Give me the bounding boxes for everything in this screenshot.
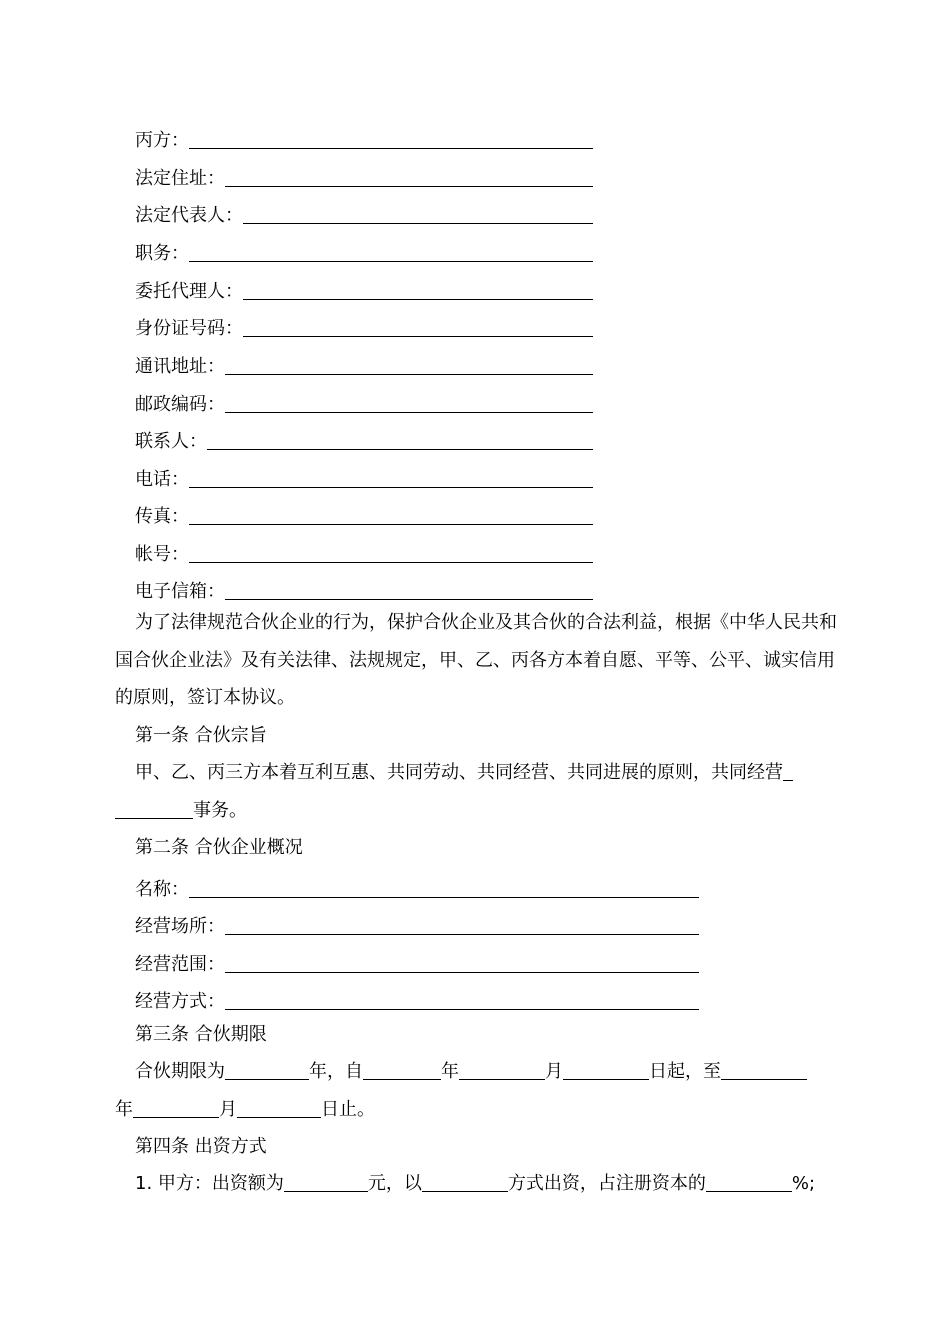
field-input-line[interactable] (207, 449, 593, 450)
field-input-line[interactable] (243, 336, 593, 337)
blank-field[interactable] (115, 800, 193, 819)
article-4-item-1 (135, 1173, 837, 1195)
term-text: 月 (219, 1099, 237, 1120)
start-month-blank[interactable] (459, 1061, 545, 1080)
term-text: 年，自 (309, 1061, 363, 1082)
field-label: 电子信箱： (135, 581, 225, 602)
field-label: 法定住址： (135, 168, 225, 189)
end-day-blank[interactable] (237, 1099, 321, 1118)
article-1-title: 第一条 合伙宗旨 (135, 725, 267, 746)
term-text: 月 (545, 1061, 563, 1082)
field-input-line[interactable] (243, 299, 593, 300)
party-c-field-row (135, 201, 593, 227)
field-input-line[interactable] (225, 186, 593, 187)
enterprise-field-row (135, 950, 699, 976)
party-c-field-row (135, 390, 593, 416)
party-c-field-row (135, 577, 593, 603)
field-input-line[interactable] (243, 223, 593, 224)
field-input-line[interactable] (189, 487, 593, 488)
term-text: 年 (115, 1099, 133, 1120)
field-label: 经营场所： (135, 916, 225, 937)
contribution-text: %; (791, 1173, 816, 1194)
term-years-blank[interactable] (225, 1061, 309, 1080)
field-input-line[interactable] (225, 1009, 699, 1010)
field-label: 邮政编码： (135, 394, 225, 415)
party-c-field-row (135, 277, 593, 303)
contribution-text: 1. 甲方：出资额为 (135, 1173, 284, 1194)
field-label: 名称： (135, 879, 189, 900)
field-input-line[interactable] (189, 897, 699, 898)
field-input-line[interactable] (225, 412, 593, 413)
article-1-text-b: 事务。 (193, 799, 247, 821)
article-3-line-2 (115, 1099, 837, 1121)
article-3-title: 第三条 合伙期限 (135, 1024, 267, 1045)
end-year-blank[interactable] (721, 1061, 807, 1080)
term-text: 日起，至 (649, 1061, 721, 1082)
article-1-paragraph (115, 754, 837, 829)
field-label: 身份证号码： (135, 318, 243, 339)
start-day-blank[interactable] (563, 1061, 649, 1080)
field-input-line[interactable] (189, 261, 593, 262)
blank-field[interactable] (783, 762, 793, 781)
start-year-blank[interactable] (363, 1061, 441, 1080)
end-month-blank[interactable] (133, 1099, 219, 1118)
enterprise-field-row (135, 875, 699, 901)
field-label: 委托代理人： (135, 281, 243, 302)
field-input-line[interactable] (189, 148, 593, 149)
field-input-line[interactable] (225, 972, 699, 973)
party-c-field-row (135, 540, 593, 566)
party-c-field-row (135, 502, 593, 528)
contribution-amount-blank[interactable] (284, 1173, 368, 1192)
enterprise-field-row (135, 912, 699, 938)
field-label: 通讯地址： (135, 356, 225, 377)
field-label: 帐号： (135, 544, 189, 565)
article-2-title: 第二条 合伙企业概况 (135, 837, 303, 858)
term-text: 日止。 (321, 1099, 375, 1120)
field-input-line[interactable] (225, 934, 699, 935)
article-3-line-1 (115, 1061, 837, 1083)
preamble-paragraph (115, 604, 837, 717)
preamble-text: 为了法律规范合伙企业的行为，保护合伙企业及其合伙的合法利益，根据《中华人民共和国合伙企业法》及有关法律、法规规定，甲、乙、丙各方本着自愿、平等、公平、诚实信用的原则，签订本协议。 (115, 612, 837, 708)
field-label: 丙方： (135, 130, 189, 151)
contribution-method-blank[interactable] (422, 1173, 508, 1192)
field-input-line[interactable] (225, 374, 593, 375)
party-c-field-row (135, 126, 593, 152)
field-label: 经营范围： (135, 954, 225, 975)
term-text: 年 (441, 1061, 459, 1082)
party-c-field-row (135, 314, 593, 340)
enterprise-field-row (135, 987, 699, 1013)
contribution-text: 方式出资，占注册资本的 (507, 1173, 706, 1194)
party-c-field-row (135, 352, 593, 378)
party-c-field-row (135, 427, 593, 453)
contribution-percent-blank[interactable] (706, 1173, 792, 1192)
field-label: 经营方式： (135, 991, 225, 1012)
field-input-line[interactable] (189, 562, 593, 563)
party-c-field-row (135, 164, 593, 190)
party-c-field-row (135, 239, 593, 265)
term-text: 合伙期限为 (135, 1061, 225, 1082)
field-label: 传真： (135, 506, 189, 527)
article-1-text-a: 甲、乙、丙三方本着互利互惠、共同劳动、共同经营、共同进展的原则，共同经营 (135, 762, 783, 783)
field-input-line[interactable] (189, 524, 593, 525)
contribution-text: 元，以 (367, 1173, 422, 1194)
article-4-title: 第四条 出资方式 (135, 1136, 267, 1157)
field-label: 法定代表人： (135, 205, 243, 226)
field-label: 联系人： (135, 431, 207, 452)
party-c-field-row (135, 465, 593, 491)
field-input-line[interactable] (225, 599, 593, 600)
field-label: 电话： (135, 469, 189, 490)
field-label: 职务： (135, 243, 189, 264)
